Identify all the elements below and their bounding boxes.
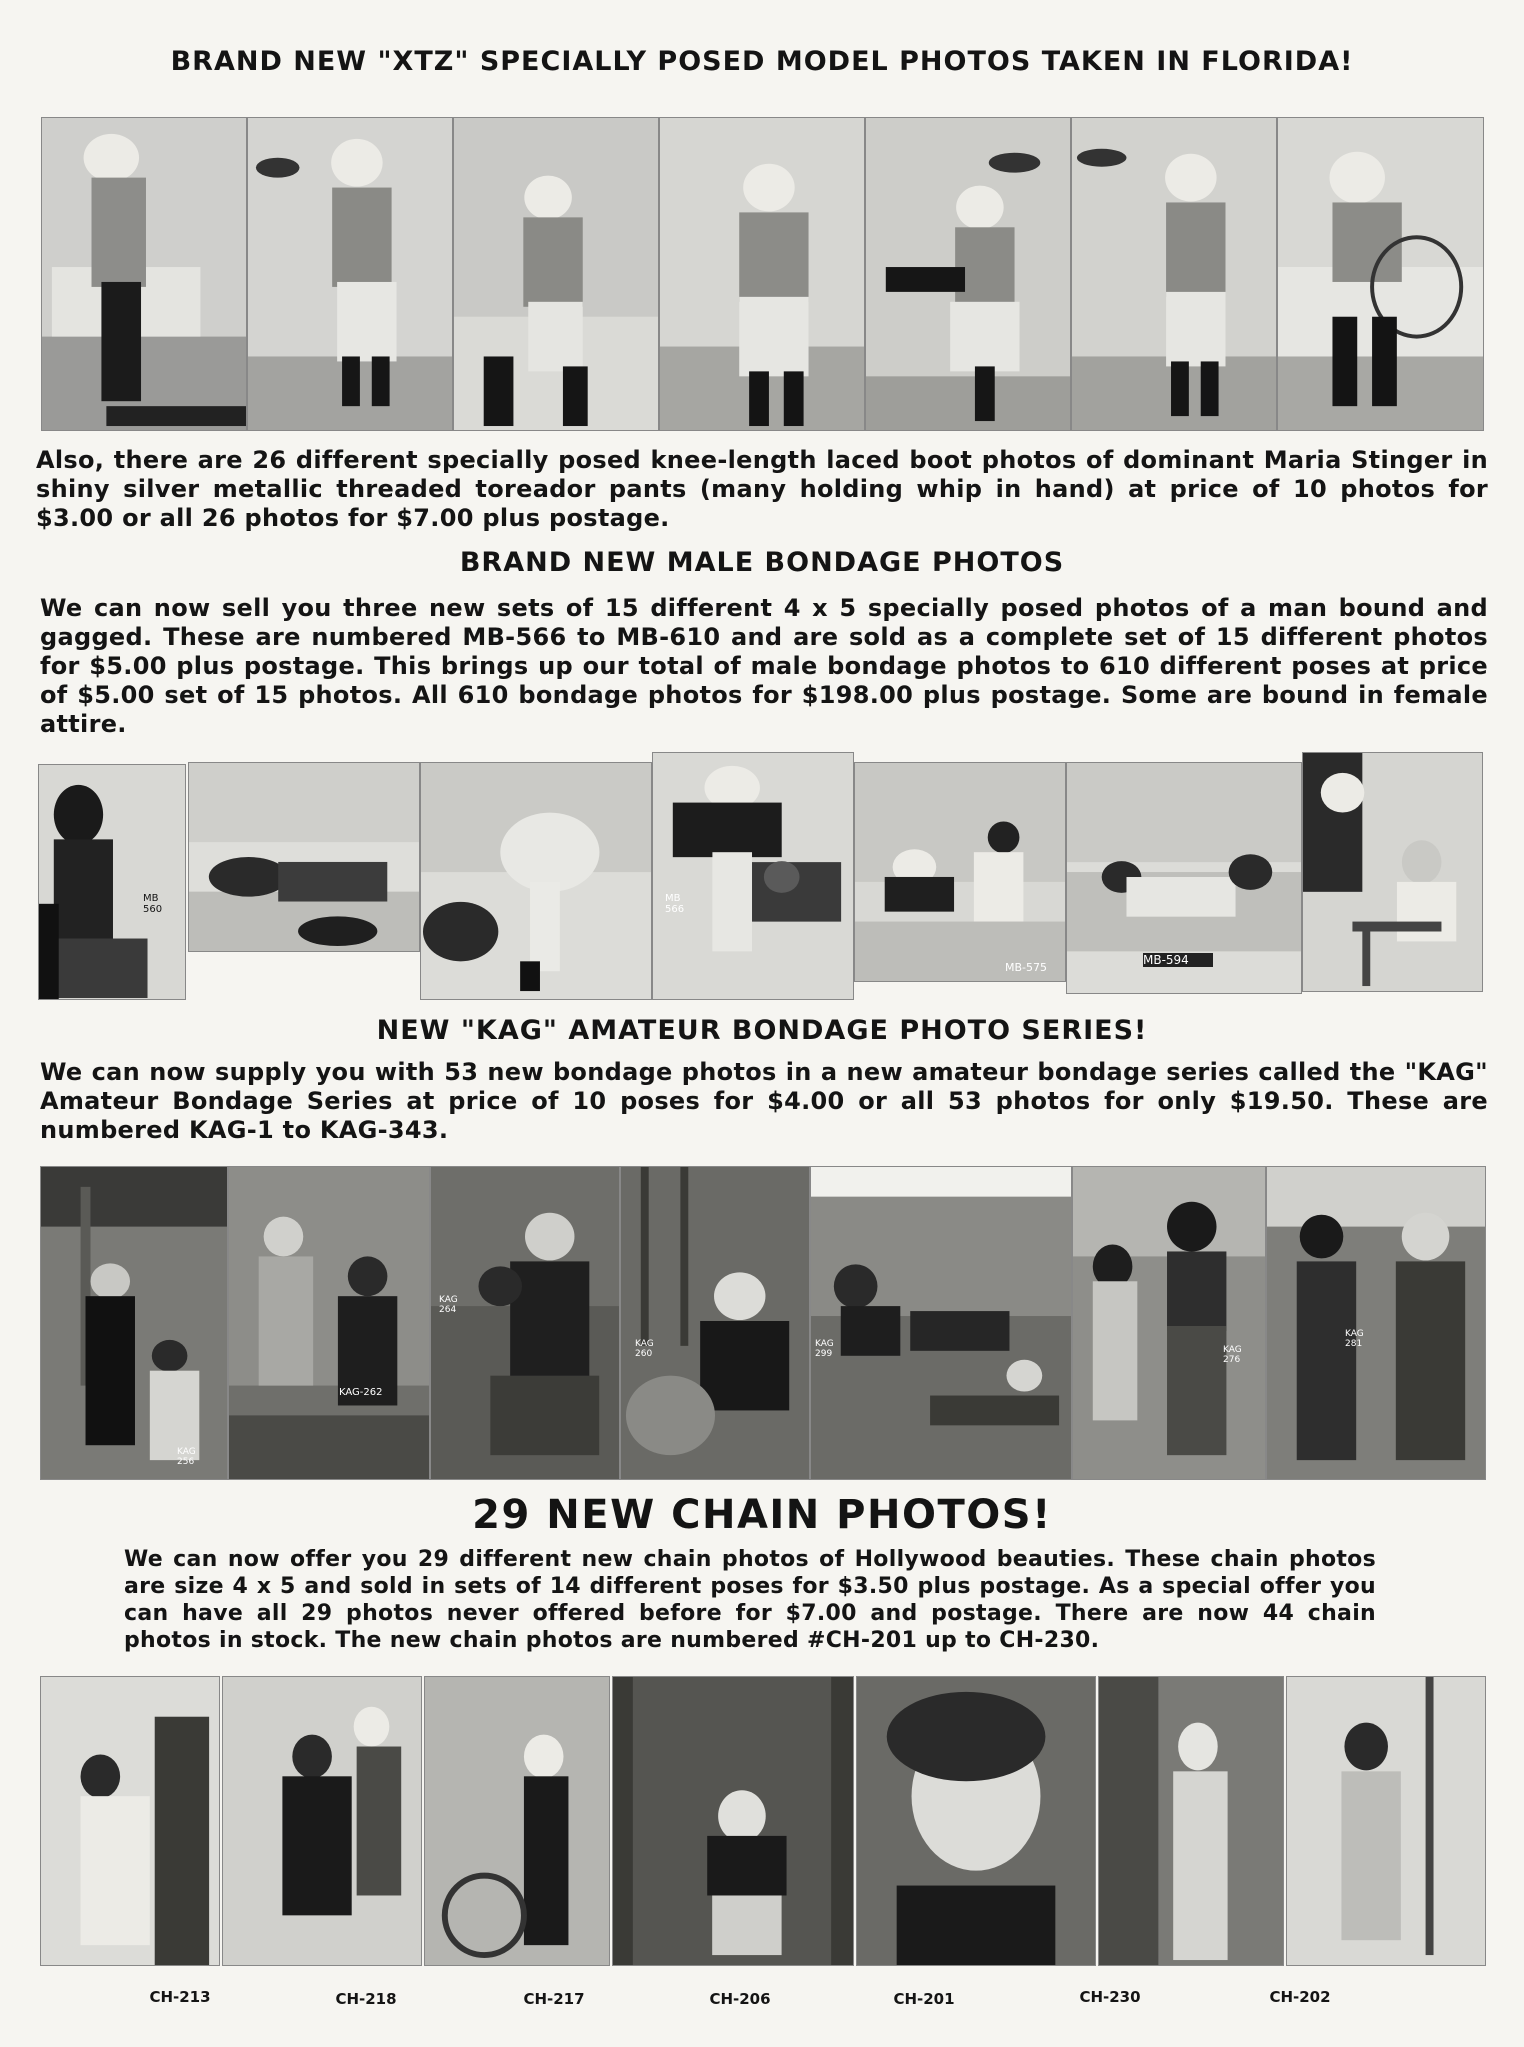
xtz-photo: [247, 117, 453, 431]
xtz-photo: [659, 117, 865, 431]
chain-photo-strip: [40, 1676, 1486, 1966]
chain-photo: [612, 1676, 854, 1966]
headline-kag: NEW "KAG" AMATEUR BONDAGE PHOTO SERIES!: [376, 1015, 1148, 1046]
xtz-photo-strip: [41, 117, 1484, 431]
xtz-photo: [41, 117, 247, 431]
male-photo: [854, 762, 1066, 982]
photo-label: KAG 264: [439, 1295, 458, 1315]
photo-label: KAG-262: [339, 1387, 383, 1398]
para-chain: We can now offer you 29 different new chain photos of Hollywood beauties. These chain photos are size 4 x 5 and sold in sets of 14 different poses for $3.50 plus postage. As a special offer you can have all 29 photos never offered before for $7.00 and postage. There are now 44 chain photos in stock. The new chain photos are numbered #CH-201 up to CH-230.: [124, 1547, 1376, 1653]
kag-photo: [430, 1166, 620, 1480]
male-photo-strip: [38, 752, 1483, 1000]
male-photo: [38, 764, 186, 1000]
chain-photo: [40, 1676, 220, 1966]
caption-ch-213: CH-213: [149, 1988, 211, 2006]
xtz-photo: [1071, 117, 1277, 431]
para-xtz: Also, there are 26 different specially posed knee-length laced boot photos of dominant Maria Stinger in shiny silver metallic threaded toreador pants (many holding whip in hand) at price of 10 photos for $3.00 or all 26 photos for $7.00 plus postage.: [36, 446, 1488, 532]
caption-ch-201: CH-201: [893, 1990, 955, 2008]
chain-photo: [222, 1676, 422, 1966]
photo-label: MB-594: [1143, 953, 1213, 967]
kag-photo: [1072, 1166, 1266, 1480]
kag-photo: [620, 1166, 810, 1480]
caption-ch-217: CH-217: [523, 1990, 585, 2008]
para-kag: We can now supply you with 53 new bondage photos in a new amateur bondage series called the "KAG" Amateur Bondage Series at price of 10 poses for $4.00 or all 53 photos for only $19.50. These are numbered KAG-1 to KAG-343.: [40, 1058, 1488, 1144]
photo-label: KAG 260: [635, 1339, 654, 1359]
photo-label: KAG 256: [177, 1447, 196, 1467]
para-male: We can now sell you three new sets of 15 different 4 x 5 specially posed photos of a man bound and gagged. These are numbered MB-566 to MB-610 and are sold as a complete set of 15 different photos for $5.00 plus postage. This brings up our total of male bondage photos to 610 different poses at price of $5.00 set of 15 photos. All 610 bondage photos for $198.00 plus postage. Some are bound in female attire.: [40, 594, 1488, 738]
xtz-photo: [865, 117, 1071, 431]
kag-photo: [228, 1166, 430, 1480]
male-photo: [1066, 762, 1302, 994]
chain-photo: [856, 1676, 1096, 1966]
photo-label: MB 566: [665, 893, 685, 915]
caption-ch-230: CH-230: [1079, 1988, 1141, 2006]
headline-xtz: BRAND NEW "XTZ" SPECIALLY POSED MODEL PHOTOS TAKEN IN FLORIDA!: [170, 46, 1354, 77]
photo-label: KAG 299: [815, 1339, 834, 1359]
kag-photo: [810, 1166, 1072, 1480]
photo-label: KAG 281: [1345, 1329, 1364, 1349]
caption-ch-218: CH-218: [335, 1990, 397, 2008]
male-photo: [420, 762, 652, 1000]
caption-ch-202: CH-202: [1269, 1988, 1331, 2006]
photo-label: MB 560: [143, 893, 163, 915]
chain-photo: [1098, 1676, 1284, 1966]
chain-photo: [424, 1676, 610, 1966]
headline-chain: 29 NEW CHAIN PHOTOS!: [472, 1492, 1052, 1538]
kag-photo: [40, 1166, 228, 1480]
photo-label: MB-575: [1005, 961, 1048, 974]
kag-photo-strip: [40, 1166, 1486, 1480]
male-photo: [652, 752, 854, 1000]
xtz-photo: [1277, 117, 1484, 431]
headline-male: BRAND NEW MALE BONDAGE PHOTOS: [459, 547, 1065, 578]
kag-photo: [1266, 1166, 1486, 1480]
xtz-photo: [453, 117, 659, 431]
chain-photo: [1286, 1676, 1486, 1966]
male-photo: [1302, 752, 1483, 992]
caption-ch-206: CH-206: [709, 1990, 771, 2008]
photo-label: KAG 276: [1223, 1345, 1242, 1365]
male-photo: [188, 762, 420, 952]
